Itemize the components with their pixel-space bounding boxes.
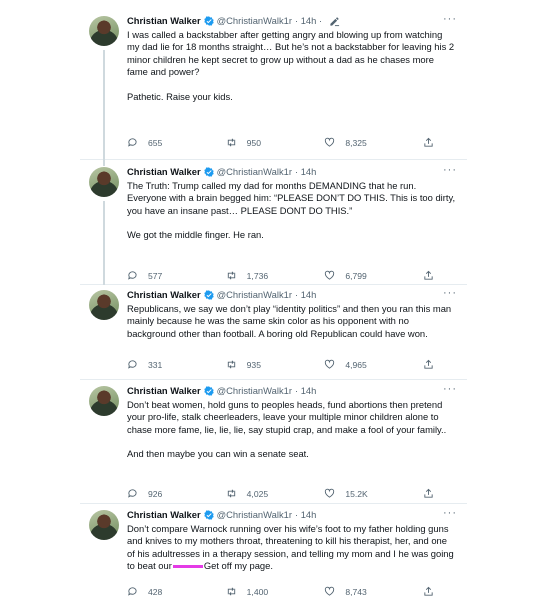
reply-button[interactable] [127,586,207,597]
retweet-button[interactable] [226,586,306,597]
tweet-actions [127,270,437,281]
verified-badge-icon [204,16,214,26]
reply-button[interactable] [127,270,207,281]
redaction-mark [173,565,203,568]
like-button[interactable] [324,137,404,148]
tweet-paragraph [127,523,457,573]
more-options-icon[interactable]: ··· [443,164,457,176]
reply-button[interactable] [127,137,207,148]
tweet-paragraph: I was called a backstabber after getting angry and blowing up from watching my dad lie for 18 months straight… But he’s not a backstabber for leaving his 2 minor children he kept secret to grow up without a dad as he chases more fame and power? [127,29,455,78]
heart-icon [324,137,335,148]
retweet-button[interactable] [226,137,306,148]
timestamp[interactable]: · 14h · [294,15,323,26]
retweet-button[interactable] [226,359,306,370]
retweet-icon [226,137,237,148]
heart-icon [324,270,335,281]
tweet-text-part: Get off my page. [203,560,273,572]
tweet-paragraph: Pathetic. Raise your kids. [127,90,233,102]
verified-badge-icon [204,510,214,520]
tweet-text [127,399,457,461]
like-count: 8,743 [345,586,367,597]
retweet-count: 950 [246,137,261,148]
timestamp[interactable]: · 14h [294,509,317,520]
tweet[interactable] [80,504,467,598]
reply-count: 428 [148,586,163,597]
share-button[interactable] [423,488,437,499]
author-handle[interactable]: @ChristianWalk1r [216,509,292,520]
timestamp[interactable]: · 14h [294,289,317,300]
author-handle[interactable]: @ChristianWalk1r [216,166,292,177]
reply-icon [127,270,138,281]
more-options-icon[interactable]: ··· [443,287,457,299]
like-count: 4,965 [345,359,367,370]
reply-count: 926 [148,488,163,499]
tweet-thread [80,12,467,598]
tweet-paragraph: We got the middle finger. He ran. [127,229,264,241]
retweet-icon [226,359,237,370]
like-count: 8,325 [345,137,367,148]
reply-icon [127,359,138,370]
tweet[interactable] [80,380,467,504]
thread-connector [103,160,105,166]
heart-icon [324,359,335,370]
reply-count: 655 [148,137,163,148]
reply-icon [127,488,138,499]
thread-connector [103,201,105,285]
avatar[interactable] [89,16,119,46]
share-icon [423,270,434,281]
like-button[interactable] [324,359,404,370]
avatar[interactable] [89,510,119,540]
tweet-paragraph: And then maybe you can win a senate seat. [127,448,309,460]
verified-badge-icon [204,386,214,396]
reply-button[interactable] [127,488,207,499]
retweet-icon [226,488,237,499]
share-icon [423,137,434,148]
retweet-button[interactable] [226,488,306,499]
reply-count: 577 [148,270,163,281]
more-options-icon[interactable]: ··· [443,383,457,395]
heart-icon [324,488,335,499]
verified-badge-icon [204,167,214,177]
like-button[interactable] [324,488,404,499]
heart-icon [324,586,335,597]
author-name[interactable]: Christian Walker [127,385,201,396]
share-icon [423,488,434,499]
like-button[interactable] [324,270,404,281]
tweet-paragraph: The Truth: Trump called my dad for months DEMANDING that he run. Everyone with a brain begged him: “PLEASE DON’T DO THIS. This is too dirty, you have an insane past… PLEASE DONT DO THIS.” [127,180,456,216]
retweet-icon [226,586,237,597]
avatar[interactable] [89,290,119,320]
tweet-actions [127,137,437,148]
avatar[interactable] [89,167,119,197]
tweet-text [127,180,457,242]
reply-count: 331 [148,359,163,370]
reply-button[interactable] [127,359,207,370]
retweet-count: 1,400 [246,586,269,597]
tweet-actions [127,488,437,499]
retweet-count: 4,025 [246,488,269,499]
thread-connector [103,50,105,162]
author-handle[interactable]: @ChristianWalk1r [216,385,292,396]
tweet-actions [127,359,437,370]
author-name[interactable]: Christian Walker [127,166,201,177]
tweet[interactable] [80,160,467,285]
more-options-icon[interactable]: ··· [443,507,457,519]
share-icon [423,359,434,370]
author-handle[interactable]: @ChristianWalk1r [216,15,292,26]
retweet-count: 935 [246,359,261,370]
reply-icon [127,586,138,597]
tweet-paragraph: Republicans, we say we don’t play “identity politics” and then you ran this man mainly because he was the same skin color as his opponent with no background other than football. A boring old Republican could have won. [127,303,452,339]
share-button[interactable] [423,586,437,597]
share-button[interactable] [423,137,437,148]
tweet[interactable] [80,285,467,380]
timestamp[interactable]: · 14h [294,385,317,396]
share-icon [423,586,434,597]
like-button[interactable] [324,586,404,597]
tweet-actions [127,586,437,597]
author-name[interactable]: Christian Walker [127,15,201,26]
avatar[interactable] [89,386,119,416]
author-name[interactable]: Christian Walker [127,289,201,300]
share-button[interactable] [423,359,437,370]
tweet-text [127,523,457,573]
like-count: 15.2K [345,488,368,499]
tweet-text [127,29,457,103]
share-button[interactable] [423,270,437,281]
timestamp[interactable]: · 14h [294,166,317,177]
tweet[interactable] [80,12,467,160]
retweet-button[interactable] [226,270,306,281]
more-options-icon[interactable]: ··· [443,13,457,25]
author-name[interactable]: Christian Walker [127,509,201,520]
retweet-count: 1,736 [246,270,269,281]
author-handle[interactable]: @ChristianWalk1r [216,289,292,300]
tweet-text [127,303,457,340]
edit-pen-icon [329,16,340,27]
reply-icon [127,137,138,148]
verified-badge-icon [204,290,214,300]
tweet-paragraph: Don’t beat women, hold guns to peoples heads, fund abortions then pretend your pro-life, stalk cheerleaders, leave your multiple minor children alone to chase more fame, lie, lie, lie, say stupid crap, and make a fool of your family.. [127,399,447,435]
tweet-text-part: Don’t compare Warnock running over his wife’s foot to my father holding guns and knives to my mothers throat, threatening to kill his therapist, her, and one of his adultresses in a therapy session, and telling my mom and I he was going to beat our [127,523,454,572]
retweet-icon [226,270,237,281]
like-count: 6,799 [345,270,367,281]
